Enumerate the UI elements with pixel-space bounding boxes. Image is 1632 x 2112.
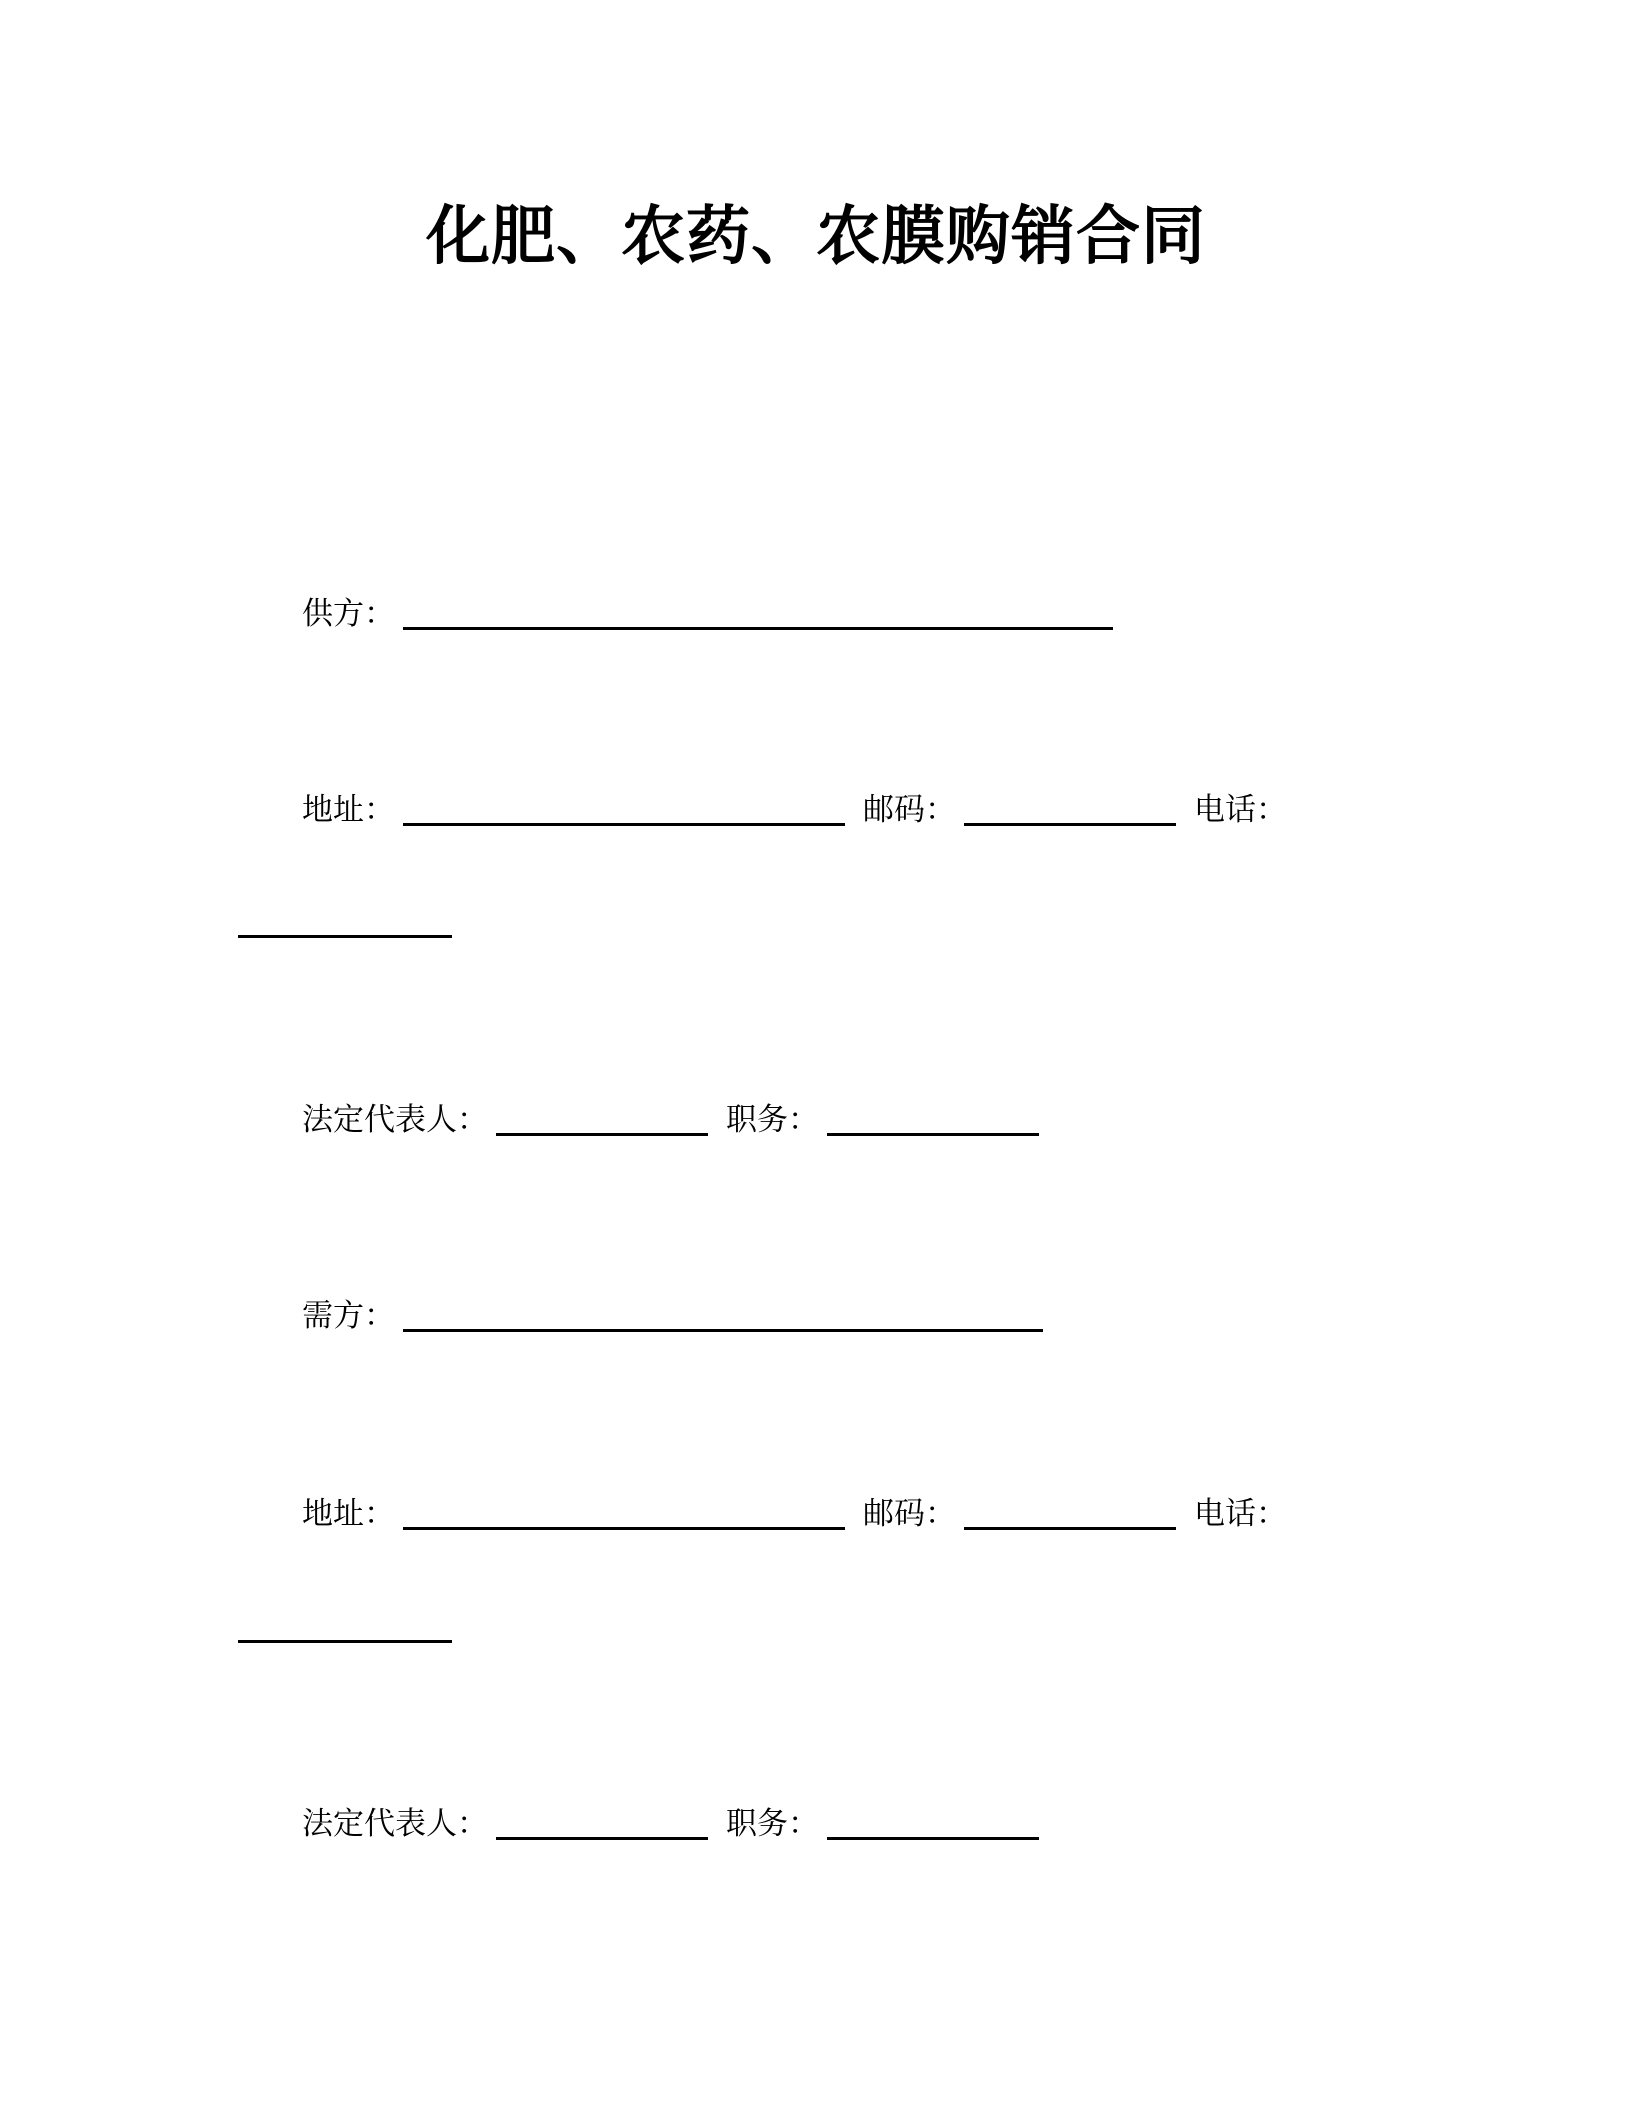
buyer-line: [302, 1294, 1043, 1338]
supplier-line: [302, 592, 1113, 636]
buyer-address-line: [302, 1492, 1287, 1536]
supplier-legal-rep-field[interactable]: [496, 1133, 708, 1136]
buyer-postcode-field[interactable]: [964, 1527, 1176, 1530]
buyer-position-field[interactable]: [827, 1837, 1039, 1840]
supplier-position-field[interactable]: [827, 1133, 1039, 1136]
supplier-address-field[interactable]: [403, 823, 845, 826]
supplier-legal-rep-label: 法定代表人：: [302, 1102, 488, 1138]
supplier-address-label: 地址：: [302, 792, 395, 828]
supplier-address-line: [302, 788, 1287, 832]
buyer-phone-label: 电话：: [1194, 1496, 1287, 1532]
buyer-legal-rep-field[interactable]: [496, 1837, 708, 1840]
supplier-rep-line: [302, 1098, 1039, 1142]
supplier-label: 供方：: [302, 596, 395, 632]
supplier-position-label: 职务：: [726, 1102, 819, 1138]
buyer-legal-rep-label: 法定代表人：: [302, 1806, 488, 1842]
supplier-postcode-label: 邮码：: [863, 792, 956, 828]
supplier-phone-label: 电话：: [1194, 792, 1287, 828]
supplier-phone-field[interactable]: [238, 935, 452, 938]
buyer-rep-line: [302, 1802, 1039, 1846]
buyer-phone-field[interactable]: [238, 1640, 452, 1643]
document-title: 化肥、农药、农膜购销合同: [426, 200, 1206, 274]
buyer-postcode-label: 邮码：: [863, 1496, 956, 1532]
supplier-postcode-field[interactable]: [964, 823, 1176, 826]
buyer-label: 需方：: [302, 1298, 395, 1334]
buyer-address-field[interactable]: [403, 1527, 845, 1530]
buyer-position-label: 职务：: [726, 1806, 819, 1842]
supplier-name-field[interactable]: [403, 627, 1113, 630]
buyer-name-field[interactable]: [403, 1329, 1043, 1332]
buyer-address-label: 地址：: [302, 1496, 395, 1532]
